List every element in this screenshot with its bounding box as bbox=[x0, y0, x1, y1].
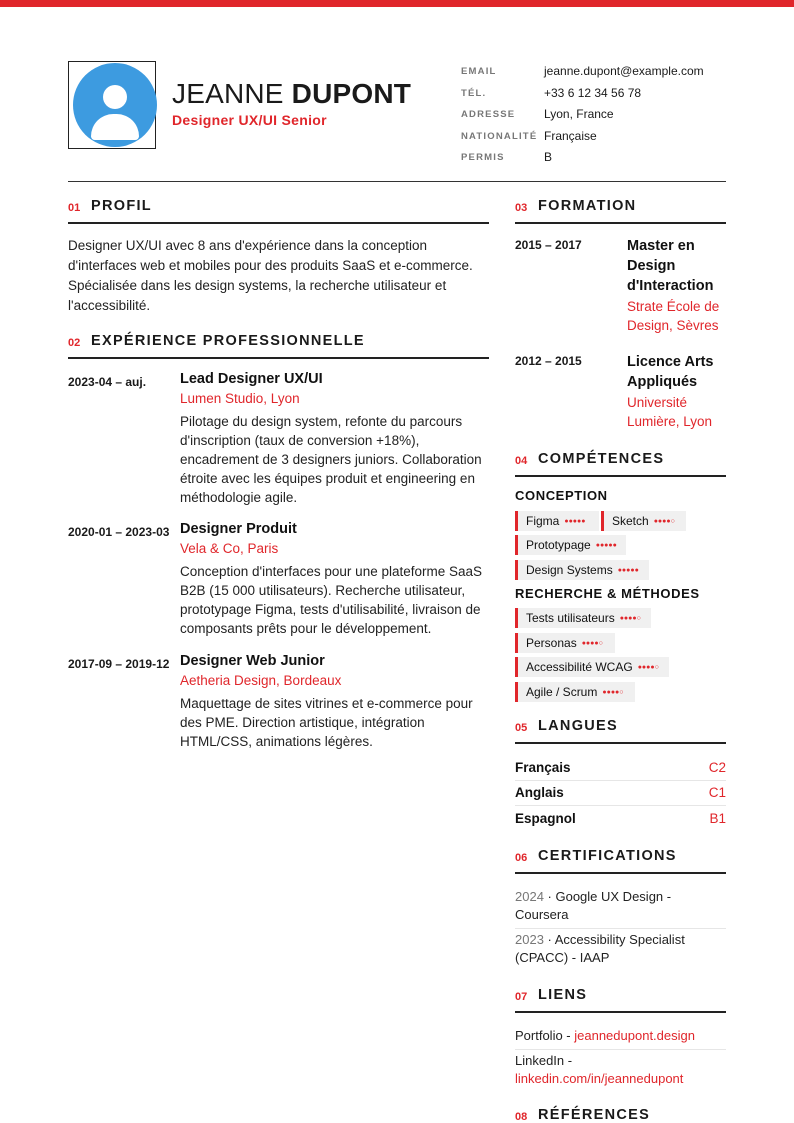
experience-title: Lead Designer UX/UI bbox=[180, 371, 323, 387]
skill-level-dots: ●●●●○ bbox=[637, 664, 659, 671]
contact-label: EMAIL bbox=[461, 66, 497, 77]
contact-label: NATIONALITÉ bbox=[461, 130, 538, 142]
skill-tag bbox=[515, 535, 626, 555]
language-row bbox=[515, 781, 726, 806]
experience-company: Vela & Co, Paris bbox=[180, 541, 279, 556]
contact-row-address bbox=[461, 107, 731, 129]
skill-tag bbox=[601, 511, 686, 531]
section-title: LANGUES bbox=[538, 718, 618, 734]
section-number: 02 bbox=[68, 337, 81, 349]
experience-description: Conception d'interfaces pour une plateforme SaaS B2B (15 000 utilisateurs). Recherche utilisateur, prototypage Figma, tests d'utilisabilité, livraison de composants prêts pour le développement. bbox=[180, 564, 483, 636]
header-divider bbox=[68, 181, 726, 182]
skill-level-dots: ●●●●○ bbox=[581, 640, 603, 647]
section-number: 07 bbox=[515, 991, 528, 1003]
contact-row-license bbox=[461, 150, 731, 172]
experience-dates: 2020-01 – 2023-03 bbox=[68, 525, 170, 539]
skill-level-dots: ●●●●○ bbox=[619, 615, 641, 622]
phone-value[interactable]: +33 6 12 34 56 78 bbox=[544, 85, 642, 100]
skill-group-title: RECHERCHE & MÉTHODES bbox=[515, 586, 700, 601]
education-degree: Master en Design d'Interaction bbox=[627, 238, 714, 294]
section-title: RÉFÉRENCES bbox=[538, 1107, 651, 1123]
user-avatar-icon bbox=[73, 63, 157, 147]
skill-tag bbox=[515, 633, 615, 653]
language-level: C1 bbox=[708, 785, 726, 800]
language-name: Espagnol bbox=[515, 811, 576, 826]
section-heading-skills bbox=[515, 451, 726, 477]
skill-label: Figma bbox=[526, 514, 560, 528]
section-number: 01 bbox=[68, 202, 81, 214]
certification-text: Accessibility Specialist (CPACC) - IAAP bbox=[515, 932, 685, 965]
section-heading-education bbox=[515, 198, 726, 224]
link-label: LinkedIn - bbox=[515, 1053, 573, 1068]
avatar-head bbox=[103, 85, 127, 109]
education-school: Strate École de Design, Sèvres bbox=[627, 299, 720, 333]
certification-divider bbox=[515, 928, 726, 929]
contact-label: PERMIS bbox=[461, 152, 505, 163]
experience-title: Designer Produit bbox=[180, 521, 297, 537]
section-heading-certifications bbox=[515, 848, 726, 874]
nationality-value: Française bbox=[544, 128, 597, 143]
contact-label: ADRESSE bbox=[461, 109, 516, 120]
portfolio-link[interactable]: jeannedupont.design bbox=[574, 1028, 695, 1043]
last-name: DUPONT bbox=[291, 78, 412, 109]
candidate-name bbox=[172, 78, 411, 110]
language-name: Anglais bbox=[515, 785, 564, 800]
language-level: B1 bbox=[709, 811, 726, 826]
section-heading-experience bbox=[68, 333, 489, 359]
contact-row-email bbox=[461, 64, 731, 86]
address-value: Lyon, France bbox=[544, 107, 614, 121]
contact-label: TÉL. bbox=[461, 87, 487, 99]
section-heading-references bbox=[515, 1107, 726, 1123]
experience-dates: 2017-09 – 2019-12 bbox=[68, 657, 170, 671]
section-number: 08 bbox=[515, 1111, 528, 1123]
language-row bbox=[515, 756, 726, 781]
skill-tag bbox=[515, 657, 669, 677]
section-title: FORMATION bbox=[538, 198, 637, 214]
job-title: Designer UX/UI Senior bbox=[172, 112, 327, 128]
skill-label: Accessibilité WCAG bbox=[526, 660, 633, 674]
email-value[interactable]: jeanne.dupont@example.com bbox=[544, 64, 704, 78]
education-dates: 2012 – 2015 bbox=[515, 354, 582, 368]
section-title: CERTIFICATIONS bbox=[538, 848, 677, 864]
link-item-linkedin bbox=[515, 1052, 726, 1088]
skill-label: Agile / Scrum bbox=[526, 685, 598, 699]
section-title: LIENS bbox=[538, 987, 588, 1003]
section-number: 04 bbox=[515, 455, 528, 467]
certification-year: 2023 bbox=[515, 932, 544, 947]
section-heading-languages bbox=[515, 718, 726, 744]
experience-title: Designer Web Junior bbox=[180, 653, 325, 669]
profile-photo bbox=[68, 61, 156, 149]
education-dates: 2015 – 2017 bbox=[515, 238, 582, 252]
certification-item: 2023 · Accessibility Specialist (CPACC) - IAAP bbox=[515, 932, 685, 965]
contact-block bbox=[461, 64, 731, 172]
experience-dates: 2023-04 – auj. bbox=[68, 375, 147, 389]
experience-company: Aetheria Design, Bordeaux bbox=[180, 673, 342, 688]
education-school: Université Lumière, Lyon bbox=[627, 395, 713, 429]
top-accent-bar bbox=[0, 0, 794, 7]
certification-text: Google UX Design - Coursera bbox=[515, 889, 672, 922]
skill-level-dots: ●●●●○ bbox=[653, 518, 675, 525]
language-name: Français bbox=[515, 760, 571, 775]
section-title: PROFIL bbox=[91, 198, 152, 214]
skill-group-title: CONCEPTION bbox=[515, 488, 608, 503]
contact-row-phone bbox=[461, 86, 731, 108]
skill-label: Design Systems bbox=[526, 563, 613, 577]
contact-row-nationality bbox=[461, 129, 731, 151]
certification-year: 2024 bbox=[515, 889, 544, 904]
avatar-body bbox=[91, 114, 139, 140]
section-number: 06 bbox=[515, 852, 528, 864]
section-number: 05 bbox=[515, 722, 528, 734]
skill-level-dots: ●●●●○ bbox=[602, 689, 624, 696]
skill-level-dots: ●●●●● bbox=[595, 542, 617, 549]
section-title: EXPÉRIENCE PROFESSIONNELLE bbox=[91, 333, 365, 349]
link-divider bbox=[515, 1049, 726, 1050]
skill-level-dots: ●●●●● bbox=[564, 518, 586, 525]
section-title: COMPÉTENCES bbox=[538, 451, 665, 467]
skill-tag bbox=[515, 608, 651, 628]
section-number: 03 bbox=[515, 202, 528, 214]
skill-label: Tests utilisateurs bbox=[526, 611, 615, 625]
profile-summary: Designer UX/UI avec 8 ans d'expérience dans la conception d'interfaces web et mobiles pour des produits SaaS et e-commerce. Spécialisée dans les design systems, la recherche utilisateur et l'accessibilité. bbox=[68, 238, 473, 313]
certification-item: 2024 · Google UX Design - Coursera bbox=[515, 889, 672, 922]
education-degree: Licence Arts Appliqués bbox=[627, 354, 714, 390]
skill-tag bbox=[515, 511, 599, 531]
first-name: JEANNE bbox=[172, 78, 284, 109]
experience-description: Pilotage du design system, refonte du parcours d'inscription (taux de conversion +18%), encadrement de 3 designers juniors. Collaboration étroite avec les équipes produit et engineering en méthodologie agile. bbox=[180, 414, 482, 505]
license-value: B bbox=[544, 150, 553, 164]
experience-company: Lumen Studio, Lyon bbox=[180, 391, 300, 406]
link-item-portfolio bbox=[515, 1027, 726, 1045]
language-row bbox=[515, 807, 726, 832]
section-heading-profile bbox=[68, 198, 489, 224]
skill-tag bbox=[515, 560, 649, 580]
experience-description: Maquettage de sites vitrines et e-commerce pour des PME. Direction artistique, intégration HTML/CSS, animations légères. bbox=[180, 696, 473, 749]
skill-tag bbox=[515, 682, 635, 702]
link-label: Portfolio - bbox=[515, 1028, 575, 1043]
linkedin-link[interactable]: linkedin.com/in/jeannedupont bbox=[515, 1071, 684, 1086]
skill-level-dots: ●●●●● bbox=[617, 567, 639, 574]
language-level: C2 bbox=[708, 760, 726, 775]
skill-label: Sketch bbox=[612, 514, 649, 528]
section-heading-links bbox=[515, 987, 726, 1013]
skill-label: Personas bbox=[526, 636, 577, 650]
skill-label: Prototypage bbox=[526, 538, 591, 552]
